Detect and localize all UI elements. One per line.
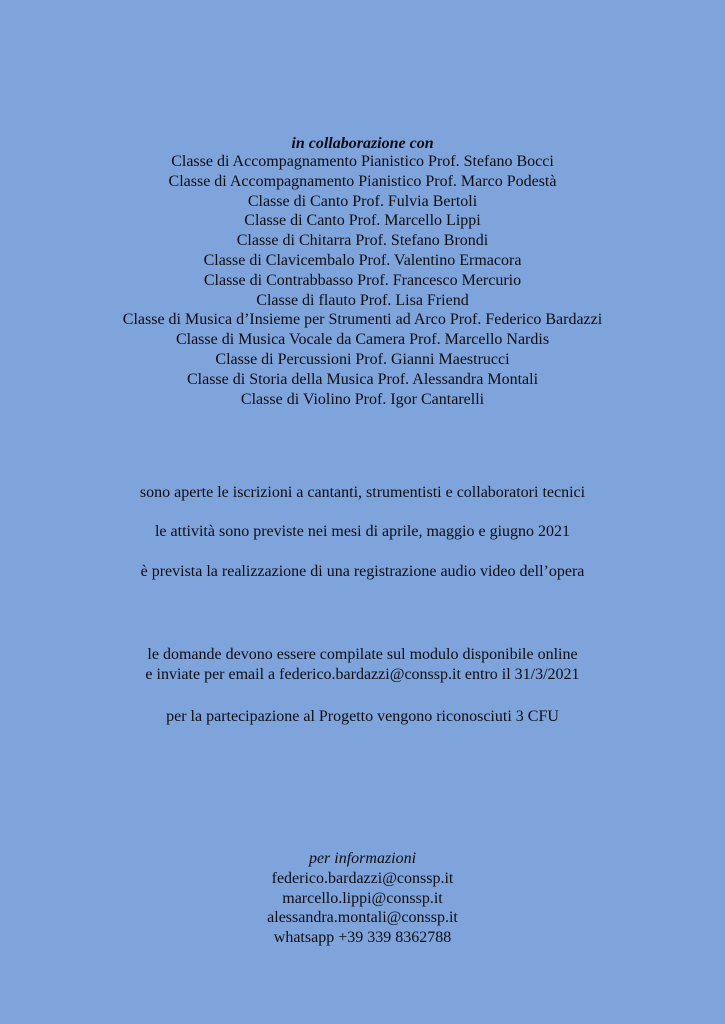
schedule-notice bbox=[0, 522, 725, 542]
class-item: Classe di Chitarra Prof. Stefano Brondi bbox=[236, 232, 489, 250]
contact-email[interactable]: federico.bardazzi@conssp.it bbox=[271, 869, 454, 887]
class-item: Classe di Canto Prof. Fulvia Bertoli bbox=[247, 192, 478, 210]
class-item: Classe di Violino Prof. Igor Cantarelli bbox=[240, 390, 485, 408]
contact-email[interactable]: alessandra.montali@conssp.it bbox=[267, 909, 458, 927]
collaboration-heading: in collaborazione con bbox=[291, 135, 434, 152]
credits-text: per la partecipazione al Progetto vengono riconosciuti 3 CFU bbox=[166, 708, 559, 725]
class-item: Classe di Percussioni Prof. Gianni Maestrucci bbox=[215, 350, 510, 368]
class-item: Classe di Musica d’Insieme per Strumenti ad Arco Prof. Federico Bardazzi bbox=[122, 311, 603, 329]
collaboration-section bbox=[0, 134, 725, 154]
class-item: Classe di flauto Prof. Lisa Friend bbox=[256, 291, 469, 309]
class-item: Classe di Clavicembalo Prof. Valentino Ermacora bbox=[203, 251, 522, 269]
class-list bbox=[0, 152, 725, 409]
enrollment-notice bbox=[0, 483, 725, 503]
class-item: Classe di Accompagnamento Pianistico Prof. Marco Podestà bbox=[168, 172, 557, 190]
application-text-line-2: e inviate per email a federico.bardazzi@conssp.it entro il 31/3/2021 bbox=[145, 665, 580, 683]
credits-notice bbox=[0, 707, 725, 727]
class-item: Classe di Canto Prof. Marcello Lippi bbox=[244, 212, 481, 230]
class-item: Classe di Accompagnamento Pianistico Prof. Stefano Bocci bbox=[171, 153, 554, 170]
application-text-line-1: le domande devono essere compilate sul modulo disponibile online bbox=[147, 646, 578, 663]
application-notice bbox=[0, 645, 725, 685]
class-item: Classe di Contrabbasso Prof. Francesco Mercurio bbox=[203, 271, 522, 289]
contact-whatsapp: whatsapp +39 339 8362788 bbox=[273, 929, 452, 947]
enrollment-text: sono aperte le iscrizioni a cantanti, strumentisti e collaboratori tecnici bbox=[139, 484, 586, 501]
schedule-text: le attività sono previste nei mesi di aprile, maggio e giugno 2021 bbox=[154, 523, 571, 540]
contact-section bbox=[0, 849, 725, 948]
class-item: Classe di Storia della Musica Prof. Alessandra Montali bbox=[186, 370, 539, 388]
contact-email[interactable]: marcello.lippi@conssp.it bbox=[282, 889, 443, 907]
contact-heading: per informazioni bbox=[308, 850, 417, 867]
recording-notice bbox=[0, 562, 725, 582]
recording-text: è prevista la realizzazione di una registrazione audio video dell’opera bbox=[140, 563, 585, 580]
class-item: Classe di Musica Vocale da Camera Prof. Marcello Nardis bbox=[175, 331, 550, 349]
